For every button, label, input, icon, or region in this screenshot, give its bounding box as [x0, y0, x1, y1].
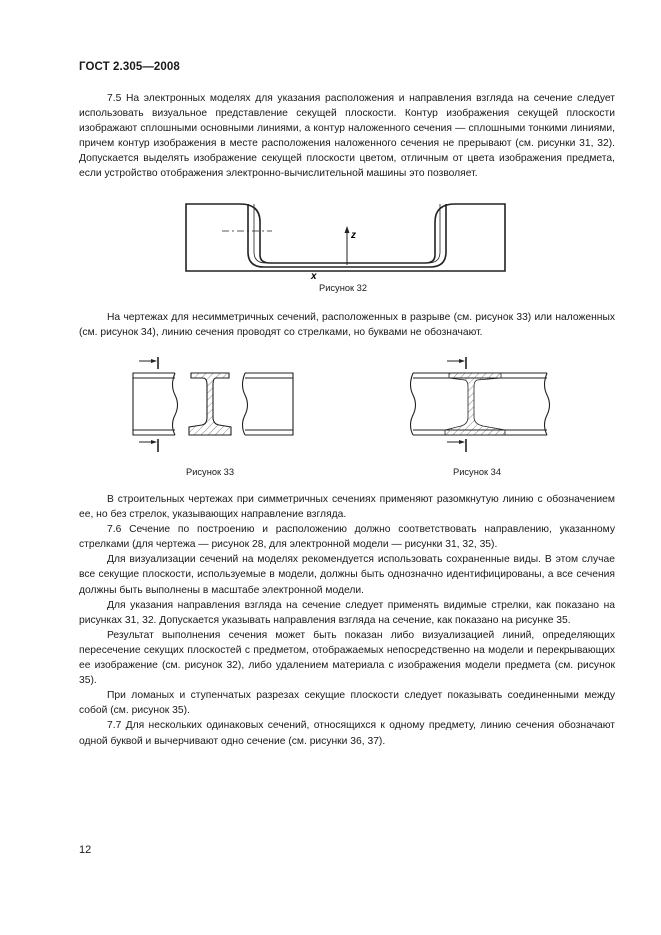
paragraph-text: Для визуализации сечений на моделях рекомендуется использовать сохраненные виды. В этом случае все секущие плоскости, используемые в модели, должны быть однозначно идентифицированы, а все сечения должны быть выполнены в масштабе электронной модели. — [79, 554, 615, 596]
axis-x-label: x — [311, 271, 317, 282]
figure-34-caption: Рисунок 34 — [453, 467, 501, 477]
paragraph-text: В строительных чертежах при симметричных сечениях применяют разомкнутую линию с обозначением ее, но без стрелок, указывающих направление взгляда. — [79, 494, 615, 521]
body-paragraphs — [79, 492, 615, 749]
break-line-left — [411, 373, 416, 435]
part-outline — [186, 204, 505, 271]
superimposed-section — [445, 373, 505, 435]
i-beam-section — [189, 373, 231, 435]
document-header: ГОСТ 2.305—2008 — [79, 61, 180, 73]
z-axis-arrow — [345, 226, 350, 233]
axis-z-label: z — [351, 230, 356, 241]
beam-left — [133, 373, 175, 435]
break-line-right — [545, 373, 550, 435]
arrow-top — [151, 359, 157, 363]
break-line-right — [243, 373, 248, 435]
paragraph-text: Результат выполнения сечения может быть показан либо визуализацией линий, определяющих пересечение секущих плоскостей с предметом, отображаемых непосредственно на модели и перекрывающих ее изображение (см. рисунок 32), либо удалением материала с изображения модели предмета (см. рисунок 35). — [79, 629, 615, 687]
figure-34-drawing — [405, 355, 555, 455]
paragraph-text: 7.6 Сечение по построению и расположению должно соответствовать направлению, указанному стрелками (для чертежа — рисунок 28, для электронной модели — рисунки 31, 32, 35). — [79, 524, 615, 551]
paragraph-nonsymmetric — [79, 310, 615, 340]
figure-33-caption: Рисунок 33 — [186, 467, 234, 477]
paragraph-text: 7.7 Для нескольких одинаковых сечений, относящихся к одному предмету, линию сечения обозначают одной буквой и вычерчивают одно сечение (см. рисунки 36, 37). — [79, 720, 615, 747]
paragraph-text: На чертежах для несимметричных сечений, расположенных в разрыве (см. рисунок 33) или наложенных (см. рисунок 34), линию сечения проводят со стрелками, но буквами не обозначают. — [79, 312, 615, 339]
beam-right — [245, 373, 293, 435]
channel-right-inner — [428, 204, 440, 263]
figure-32-drawing — [180, 200, 510, 280]
paragraph-7-5 — [79, 91, 615, 182]
arrow-bottom — [151, 440, 157, 444]
paragraph-text: При ломаных и ступенчатых разрезах секущие плоскости следует показывать соединенными между собой (см. рисунок 35). — [79, 690, 615, 717]
figure-32-caption: Рисунок 32 — [319, 283, 367, 293]
break-line-left — [173, 373, 178, 435]
paragraph-text: Для указания направления взгляда на сечение следует применять видимые стрелки, как показано на рисунках 31, 32. Допускается указывать направления взгляда на сечение, как показано на рисунке 35. — [79, 599, 615, 626]
page-number: 12 — [79, 844, 92, 856]
paragraph-text: 7.5 На электронных моделях для указания расположения и направления взгляда на сечение следует использовать визуальное представление секущей плоскости. Контур изображения секущей плоскости изображают сплошными основными линиями, а контур наложенного сечения — сплошными тонкими линиями, причем контур изображения в месте расположения наложенного сечения не прерывают (см. рисунки 31, 32). Допускается выделять изображение секущей плоскости цветом, отличным от цвета изображения предмета, если устройство отображения электронно-вычислительной машины это позволяет. — [79, 93, 615, 180]
figure-33-drawing — [125, 355, 300, 455]
arrow-bottom — [459, 440, 465, 444]
arrow-top — [459, 359, 465, 363]
